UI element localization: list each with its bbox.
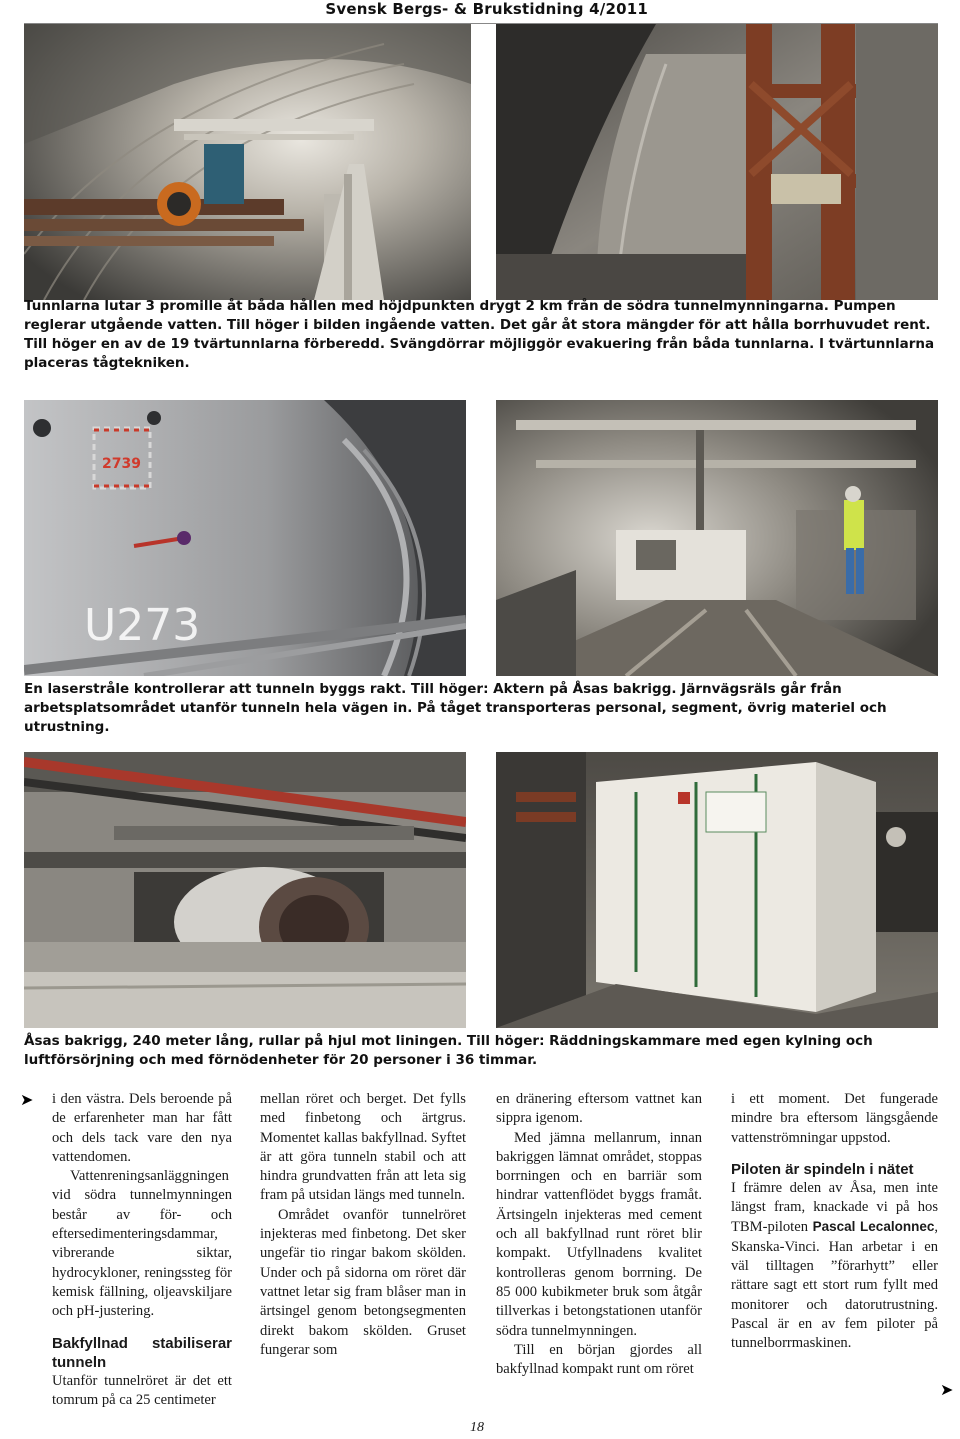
col4-paragraph-2b: , Skanska-Vinci. Han arbetar i en väl tilltagen ”förarhytt” eller rättare sagt ett stort rum fyllt med monitorer och datorutrustning. Pascal är en av fem piloter på tunnelborrmaskinen. bbox=[731, 1219, 938, 1352]
photo-caption-2: En laserstråle kontrollerar att tunneln byggs rakt. Till höger: Aktern på Åsas bakrigg. Järnvägsräls går från arbetsplatsområdet utanför tunneln hela vägen in. På tåget transporteras personal, segment, övrig materiel och utrustning. bbox=[24, 681, 887, 735]
col3-paragraph-2: Med jämna mellanrum, innan bakriggen lämnat området, stoppas borrningen och en barriär som hindrar vattenflödet byggs framåt. Ärtsingeln injekteras med cement och all bakfyllnad runt röret blir kompakt. Utfyllnadens kvalitet kontrolleras genom borrning. De 85 000 kubikmeter bruk som åtgår tillverkas i betongstationen utanför södra tunnelmynningen. bbox=[496, 1129, 702, 1339]
photo-tunnel-pipes bbox=[24, 24, 471, 300]
article-column-3 bbox=[496, 1090, 702, 1379]
tunnel-photo-icon bbox=[24, 400, 466, 676]
tunnel-photo-icon bbox=[496, 24, 938, 300]
photo-backup-rig-stern bbox=[496, 400, 938, 676]
subheading-pilot: Piloten är spindeln i nätet bbox=[731, 1160, 914, 1178]
photo-caption-1: Tunnlarna lutar 3 promille åt båda hållen med höjdpunkten drygt 2 km från de södra tunnelmynningarna. Pumpen reglerar utgående vatten. Till höger i bilden ingående vatten. Det går åt stora mängder för att hålla borrhuvudet rent. Till höger en av de 19 tvärtunnlarna förberedd. Svängdörrar möjliggör evakuering från båda tunnlarna. I tvärtunnlarna placeras tågtekniken. bbox=[24, 298, 935, 371]
col1-paragraph-2: Vattenreningsanläggningen vid södra tunnelmynningen består av för- och eftersedimenteringsdammar, vibrerande siktar, hydrocykloner, reningssteg för kemisk fällning, oljeavskiljare och pH-justering. bbox=[52, 1168, 232, 1320]
continued-from-arrow-icon: ➤ bbox=[20, 1090, 34, 1109]
pilot-name: Pascal Lecalonnec bbox=[812, 1219, 935, 1235]
col4-paragraph-2a: I främre delen av Åsa, men inte längst fram, knackade vi på hos TBM-piloten bbox=[731, 1179, 938, 1236]
col3-paragraph-1: en dränering eftersom vattnet kan sippra igenom. bbox=[496, 1091, 702, 1127]
segment-marker-code: 2739 bbox=[102, 456, 141, 472]
tunnel-photo-icon bbox=[24, 752, 466, 1028]
col2-paragraph-2: Området ovanför tunnelröret injekteras med finbetong. Det sker ungefär tio ringar bakom skölden. Under och på sidorna om röret där vattnet letar sig fram blåser man in ärtsingel genom betongsegmenten direkt bakom skölden. Gruset fungerar som bbox=[260, 1206, 466, 1358]
photo-backup-rig-wheels bbox=[24, 752, 466, 1028]
publication-title: Svensk Bergs- & Brukstidning 4/2011 bbox=[325, 0, 648, 18]
col2-paragraph-1: mellan röret och berget. Det fylls med finbetong och ärtgrus. Momentet kallas bakfyllnad. Syftet är att göra tunneln stabil och att hindra grundvatten från att leta sig fram på utsidan längs med tunneln. bbox=[260, 1091, 466, 1204]
col3-paragraph-3: Till en början gjordes all bakfyllnad kompakt runt om röret bbox=[496, 1341, 702, 1378]
col4-paragraph-1: i ett moment. Det fungerade mindre bra eftersom längsgående vattenströmningar uppstod. bbox=[731, 1091, 938, 1146]
col4-paragraph-2 bbox=[731, 1179, 938, 1354]
article-column-2 bbox=[260, 1090, 466, 1360]
tunnel-photo-icon bbox=[24, 24, 471, 300]
page-number: 18 bbox=[470, 1420, 484, 1435]
col1-paragraph-3: Utanför tunnelröret är det ett tomrum på ca 25 centimeter bbox=[52, 1372, 232, 1408]
tunnel-photo-icon bbox=[496, 752, 938, 1028]
photo-caption-3: Åsas bakrigg, 240 meter lång, rullar på hjul mot liningen. Till höger: Räddningskammare med egen kylning och luftförsörjning och med förnödenheter för 20 personer i 36 timmar. bbox=[24, 1033, 873, 1068]
subheading-backfill: Bakfyllnad stabiliserar tunneln bbox=[52, 1334, 232, 1371]
photo-rescue-chamber bbox=[496, 752, 938, 1028]
photo-laser-tunnel-wall bbox=[24, 400, 466, 676]
page-header bbox=[0, 0, 960, 22]
photo-swing-door-frame bbox=[496, 24, 938, 300]
article-column-4 bbox=[731, 1090, 938, 1354]
continues-arrow-icon: ➤ bbox=[940, 1380, 954, 1399]
tunnel-photo-icon bbox=[496, 400, 938, 676]
wall-ring-code: U273 bbox=[84, 600, 201, 651]
article-column-1 bbox=[52, 1090, 232, 1410]
col1-paragraph-1: i den västra. Dels beroende på de erfarenheter man har fått och dels tack vare den nya vattendomen. bbox=[52, 1091, 232, 1165]
